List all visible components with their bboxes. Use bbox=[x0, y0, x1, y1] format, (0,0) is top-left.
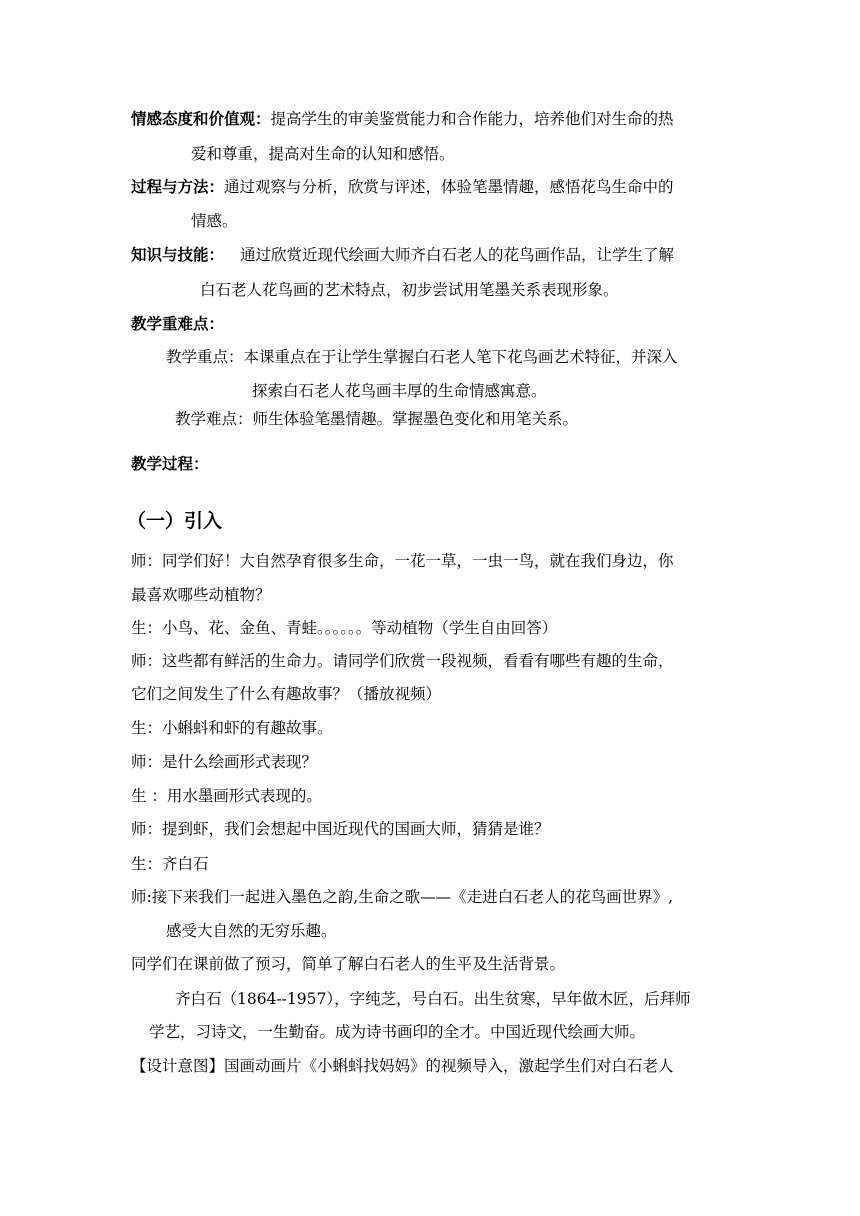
design-intent-line: 【设计意图】国画动画片《小蝌蚪找妈妈》的视频导入，激起学生们对白石老人 bbox=[131, 1057, 674, 1075]
goal-knowledge-line-2: 白石老人花鸟画的艺术特点，初步尝试用笔墨关系表现形象。 bbox=[200, 281, 619, 299]
goal-process-text: 通过观察与分析，欣赏与评述，体验笔墨情趣，感悟花鸟生命中的 bbox=[224, 178, 674, 196]
goal-emotion-text: 提高学生的审美鉴赏能力和合作能力，培养他们对生命的热 bbox=[270, 110, 674, 128]
key-focus-line-2: 探索白石老人花鸟画丰厚的生命情感寓意。 bbox=[252, 382, 547, 400]
goal-process-line-1 bbox=[131, 178, 674, 197]
biography-line: 学艺，习诗文，一生勤奋。成为诗书画印的全才。中国近现代绘画大师。 bbox=[149, 1023, 646, 1041]
dialogue-line: 生：齐白石 bbox=[131, 855, 209, 873]
goal-emotion-label: 情感态度和价值观： bbox=[131, 109, 271, 128]
goal-emotion-line-1 bbox=[131, 110, 674, 129]
goal-knowledge-line-1 bbox=[131, 246, 674, 265]
biography-line: 齐白石（1864--1957），字纯芝，号白石。出生贫寒，早年做木匠，后拜师 bbox=[175, 990, 691, 1008]
goal-knowledge-label: 知识与技能： bbox=[131, 245, 225, 264]
section-title-intro: （一）引入 bbox=[127, 510, 223, 532]
goal-process-label: 过程与方法： bbox=[131, 177, 225, 196]
key-difficulty-line: 教学难点：师生体验笔墨情趣。掌握墨色变化和用笔关系。 bbox=[175, 410, 579, 428]
dialogue-line: 生：小鸟、花、金鱼、青蛙。。。。。。等动植物（学生自由回答） bbox=[131, 619, 558, 637]
dialogue-line: 师：提到虾，我们会想起中国近现代的国画大师，猜猜是谁？ bbox=[131, 820, 550, 838]
process-heading: 教学过程： bbox=[131, 454, 209, 473]
dialogue-line: 生 ：用水墨画形式表现的。 bbox=[131, 787, 322, 805]
dialogue-line: 同学们在课前做了预习，简单了解白石老人的生平及生活背景。 bbox=[131, 955, 566, 973]
dialogue-line: 师：同学们好！大自然孕育很多生命，一花一草，一虫一鸟，就在我们身边，你 bbox=[131, 552, 674, 570]
key-focus-line-1: 教学重点：本课重点在于让学生掌握白石老人笔下花鸟画艺术特征，并深入 bbox=[166, 348, 678, 366]
goal-process-line-2: 情感。 bbox=[191, 212, 238, 230]
goal-knowledge-text: 通过欣赏近现代绘画大师齐白石老人的花鸟画作品，让学生了解 bbox=[240, 246, 675, 264]
dialogue-line: 它们之间发生了什么有趣故事？（播放视频） bbox=[131, 685, 442, 703]
dialogue-line: 师：是什么绘画形式表现？ bbox=[131, 753, 318, 771]
key-points-heading: 教学重难点： bbox=[131, 314, 225, 333]
dialogue-line: 师：这些都有鲜活的生命力。请同学们欣赏一段视频，看看有哪些有趣的生命， bbox=[131, 652, 674, 670]
dialogue-line: 生：小蝌蚪和虾的有趣故事。 bbox=[131, 719, 333, 737]
dialogue-line: 最喜欢哪些动植物？ bbox=[131, 586, 271, 604]
dialogue-line: 感受大自然的无穷乐趣。 bbox=[166, 922, 337, 940]
goal-emotion-line-2: 爱和尊重，提高对生命的认知和感悟。 bbox=[191, 145, 455, 163]
dialogue-line: 师:接下来我们一起进入墨色之韵,生命之歌——《走进白石老人的花鸟画世界》, bbox=[131, 888, 674, 906]
